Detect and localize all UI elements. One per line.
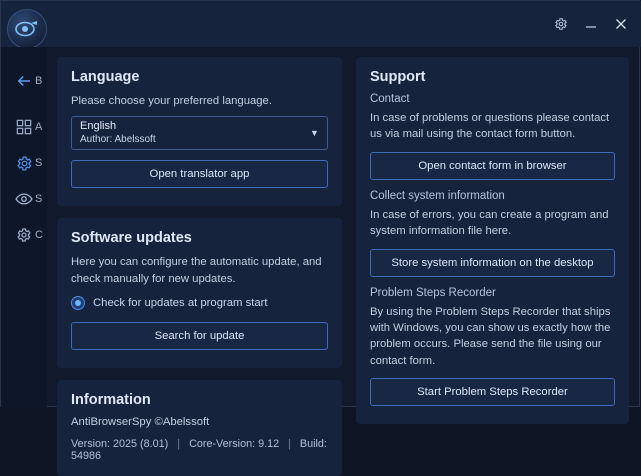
store-system-information-button[interactable]: Store system information on the desktop — [370, 249, 615, 277]
radio-selected-icon[interactable] — [71, 296, 85, 310]
language-description: Please choose your preferred language. — [71, 95, 272, 107]
right-column — [356, 57, 629, 398]
logo-icon — [7, 9, 47, 49]
settings-icon[interactable] — [553, 16, 569, 32]
information-card — [57, 380, 342, 476]
version-label: Version: 2025 (8.01) — [71, 438, 169, 451]
sidebar-item-privacy[interactable] — [1, 181, 47, 217]
sidebar-item-apps-label: A — [35, 121, 43, 133]
title-bar — [1, 1, 641, 47]
software-updates-description: Here you can configure the automatic update, and check manually for new updates. — [71, 256, 322, 285]
window-controls — [553, 16, 641, 32]
open-contact-form-button[interactable]: Open contact form in browser — [370, 152, 615, 180]
collect-system-info-heading: Collect system information — [369, 189, 505, 202]
version-separator-2: | — [288, 438, 291, 451]
sidebar — [1, 47, 47, 408]
version-separator-1: | — [177, 438, 181, 451]
search-for-update-button[interactable]: Search for update — [71, 322, 328, 350]
sidebar-item-back[interactable] — [1, 63, 47, 99]
chevron-down-icon: ▼ — [310, 128, 319, 139]
sidebar-item-settings[interactable] — [1, 145, 47, 181]
check-updates-label: Check for updates at program start — [93, 297, 268, 310]
software-updates-title: Software updates — [71, 230, 192, 247]
language-selected-value: English — [80, 120, 117, 133]
contact-description: In case of problems or questions please contact us via mail using the contact form button. — [369, 112, 610, 141]
version-info — [71, 438, 328, 462]
build-label: Build: 54986 — [71, 438, 327, 463]
sidebar-item-privacy-label: S — [35, 193, 43, 205]
sidebar-item-back-label: B — [35, 75, 43, 87]
sidebar-item-settings-label: S — [35, 157, 43, 169]
app-logo — [5, 7, 49, 51]
language-select[interactable] — [71, 116, 328, 150]
sidebar-item-apps[interactable] — [1, 109, 47, 145]
left-column — [57, 57, 342, 463]
psr-description: By using the Problem Steps Recorder that ships with Windows, you can show us exactly how the problem occurs. Please send the file using our contact form. — [369, 305, 611, 367]
support-title: Support — [369, 69, 426, 85]
collect-system-info-description: In case of errors, you can create a program and system information file here. — [369, 208, 609, 238]
software-updates-card — [57, 218, 342, 368]
language-card — [57, 57, 342, 206]
minimize-icon[interactable] — [583, 16, 599, 32]
language-author: Author: Abelssoft — [80, 134, 156, 145]
start-problem-steps-recorder-button[interactable]: Start Problem Steps Recorder — [370, 378, 615, 406]
information-title: Information — [71, 392, 151, 409]
psr-heading: Problem Steps Recorder — [369, 286, 496, 299]
core-version-label: Core-Version: 9.12 — [189, 438, 280, 451]
product-name: AntiBrowserSpy ©Abelssoft — [71, 416, 210, 429]
check-updates-radio-row[interactable] — [71, 296, 328, 310]
sidebar-item-config[interactable] — [1, 217, 47, 253]
contact-heading: Contact — [369, 93, 410, 105]
language-title: Language — [71, 69, 140, 85]
support-card — [356, 57, 629, 424]
close-icon[interactable] — [613, 16, 629, 32]
content-area — [47, 47, 641, 463]
open-translator-app-button[interactable]: Open translator app — [71, 160, 328, 188]
sidebar-item-config-label: C — [35, 229, 43, 241]
